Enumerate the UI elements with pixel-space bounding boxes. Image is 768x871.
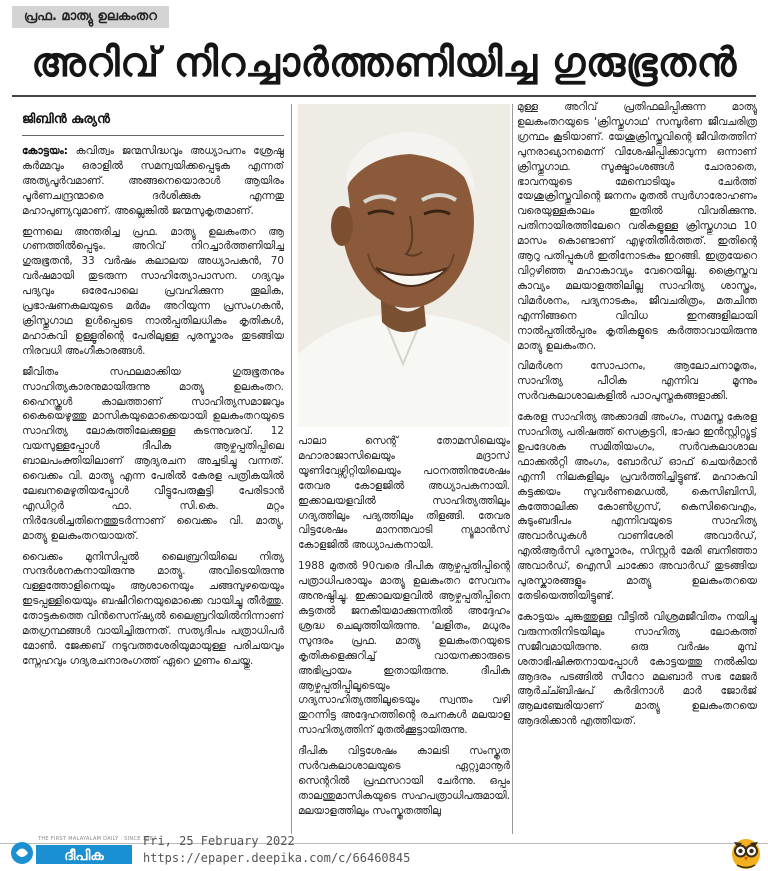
- logo-tagline: THE FIRST MALAYALAM DAILY · SINCE 1887: [38, 836, 157, 842]
- paragraph: [22, 144, 284, 219]
- dateline: കോട്ടയം:: [22, 145, 68, 157]
- byline-divider: [22, 135, 284, 136]
- paragraph: വൈക്കം മുനിസിപ്പൽ ലൈബ്രറിയിലെ നിത്യ സന്ദർശനകനായിരുന്നു മാത്യു. അവിടെയിരുന്നു വള്ളത്തോളിനെയും ആശാനെയും ചങ്ങമ്പുഴയെയും ഇടപ്പള്ളിയെയും ബഷീറിനെയുമൊക്കെ വായിച്ചു തീർത്തു. തോട്ടകത്തെ വിൻസെന്ഷ്യൽ ലൈബ്രറിയിൽനിന്നാണ് മതഗ്രന്ഥങ്ങൾ വായിച്ചിരുന്നത്. സത്യദീപം പത്രാധിപർ മോൺ. ജേക്കബ് നടുവത്തശേരിയുമായുള്ള പരിചയവും സ്നേഹവും ഗദ്യരചനാരംഗത്ത് ഏറെ ഗുണം ചെയ്തു.: [22, 550, 284, 667]
- article-byline: ജിബിൻ കുര്യൻ: [22, 112, 110, 127]
- owl-icon[interactable]: [728, 832, 764, 870]
- article-column-2: [298, 434, 510, 839]
- header-divider: [12, 95, 756, 97]
- edition-url[interactable]: https://epaper.deepika.com/c/66460845: [143, 851, 411, 865]
- article-headline: അറിവ് നിറച്ചാർത്തണിയിച്ച ഗുരുഭൂതൻ: [31, 40, 737, 86]
- paragraph: കേരള സാഹിത്യ അക്കാദമി അംഗം, സമസ്ത കേരള സാഹിത്യ പരിഷത്ത് സെക്രട്ടറി, ഭാഷാ ഇൻസ്റ്റിറ്റ്യൂട്ട് ഉപദേശക സമിതിയംഗം, സർവകലാശാല ഫാക്കൽറ്റി അംഗം, ബോർഡ് ഓഫ് ചെയർമാൻ എന്നീ നിലകളിലും പ്രവർത്തിച്ചിട്ടുണ്ട്. മഹാകവി കട്ടക്കയം സുവർണമെഡൽ, കെസിബിസി, കത്തോലിക്ക കോൺഗ്രസ്, കെസിവൈഎം, കുടുംബദീപം എന്നിവയുടെ സാഹിത്യ അവാർഡുകൾ വാണിശേരി അവാർഡ്, എൽആർസി പുരസ്കാരം, സിസ്റ്റർ മേരി ബനീഞ്ഞാ അവാർഡ്, ഐസി ചാക്കോ അവാർഡ് തുടങ്ങിയ പുരസ്കാരങ്ങളും മാത്യു ഉലകംതറയെ തേടിയെത്തിയിട്ടുണ്ട്.: [517, 411, 757, 602]
- paragraph: ദീപിക വിട്ടശേഷം കാലടി സംസ്കൃത സർവകലാശാലയുടെ ഏറ്റുമാനൂർ സെന്ററിൽ പ്രഫസറായി ചേർന്നു. ഒപ്പം താലന്തുമാസികയുടെ സഹപത്രാധിപരുമായി. മലയാളത്തിലും സംസ്കൃതത്തിലു: [298, 745, 510, 817]
- logo-text: ദീപിക: [64, 848, 104, 864]
- column-divider: [512, 104, 513, 834]
- article-kicker: പ്രഫ. മാത്യു ഉലകംതറ: [12, 6, 169, 28]
- paragraph-text: കവിത്വം ജന്മസിദ്ധവും അധ്യാപനം ശ്രേഷ്ഠ കർമ്മവും ഒരാളിൽ സമന്വയിക്കപ്പെടുക എന്നത് അത്യപൂർവമാണ്. അങ്ങനെയൊരാൾ ആയിരം പൂർണചന്ദ്രന്മാരെ ദർശിക്കുക എന്നതു മഹാപുണ്യവുമാണ്. അല്ലെങ്കിൽ ജന്മസുകൃതമാണ്.: [22, 145, 284, 217]
- column-divider: [291, 104, 292, 834]
- paragraph: കോട്ടയം ചുങ്കത്തുള്ള വീട്ടിൽ വിശ്രമജീവിതം നയിച്ചു വരുന്നതിനിടയിലും സാഹിത്യ ലോകത്ത് സജീവമായിരുന്നു. ഒരു വർഷം മുമ്പ് ശതാഭിഷിക്തനായപ്പോൾ കോട്ടയത്തു നൽകിയ ആദരം പടങ്ങിൽ സീറോ മലബാർ സഭ മേജർ ആർച്ച്ബിഷപ് കർദിനാൾ മാർ ജോർജ് ആലഞ്ചേരിയാണ് മാത്യു ഉലകംതറയെ ആദരിക്കാൻ എത്തിയത്.: [517, 610, 757, 728]
- paragraph: 1988 മുതൽ 90വരെ ദീപിക ആഴ്ചപ്പതിപ്പിന്റെ പത്രാധിപരായും മാത്യു ഉലകംതറ സേവനം അനുഷ്ഠിച്ചു. ഇക്കാലയളവിൽ ആഴ്ചപ്പതിപ്പിനെ കുട്ടതൽ ജനകീയമാക്കുന്നതിൽ അദ്ദേഹം ശ്രദ്ധ ചെലുത്തിയിരുന്നു. 'ലളിതം, മധുരം സുന്ദരം പ്രഫ. മാത്യു ഉലകംതറയുടെ കൃതികളെക്കുറിച്ച് വായനക്കാരുടെ അഭിപ്രായം ഇതായിരുന്നു. ദീപിക ആഴ്ചപ്പതിപ്പിലൂടെയും ഗദ്യസാഹിത്യത്തിലൂടെയും സ്വന്തം വഴി തുറന്നിട്ട അദ്ദേഹത്തിന്റെ രചനകൾ മലയാള സാഹിത്യത്തിന് മുതൽക്കൂട്ടായിരുന്നു.: [298, 560, 510, 737]
- article-column-3: [517, 100, 757, 839]
- paragraph: മുള്ള അറിവ് പ്രതിഫലിപ്പിക്കുന്ന മാത്യു ഉലകംതറയുടെ 'ക്രിസ്തുഗാഥ' സമ്പൂർണ ജീവചരിത്ര ഗ്രന്ഥം കൂടിയാണ്. യേശുക്രിസ്തുവിന്റെ ജീവിതത്തിന് പുനരാഖ്യാനമെന്ന് വിശേഷിപ്പിക്കാവുന്ന ഒന്നാണ് ക്രിസ്തുഗാഥ. സൂക്ഷ്മാംശങ്ങൾ ചോരാതെ, ഭാവനയുടെ മേമ്പൊടിയും ചേർത്ത് യേശുക്രിസ്തുവിന്റെ ജനനം മുതൽ സ്വർഗാരോഹണം വരെയുള്ളകാലം ഇതിൽ വിവരിക്കുന്നു. പതിനായിരത്തിലേറെ വരികളുള്ള ക്രിസ്തുഗാഥ 10 മാസം കൊണ്ടാണ് എഴുതിതീർത്തത്. ഇതിന്റെ ആറു പതിപ്പുകൾ ഇതിനോടകം ഇറങ്ങി. ഇത്രയേറെ വിറ്റഴിഞ്ഞ മഹാകാവ്യം വേറെയില്ല. ക്രൈസ്തവ കാവ്യം മലയാളത്തിലില്ല സാഹിത്യ ശാസ്ത്രം, വിമർശനം, പദ്യനാടകം, ജീവചരിത്രം, മതചിന്ത എന്നിങ്ങനെ വിവിധ ഇനങ്ങളിലായി നാൽപ്പതിൽപ്പരം കൃതികളുടെ കർത്താവായിരുന്നു മാത്യു ഉലകംതറ.: [517, 101, 757, 352]
- paragraph: ജീവിതം സഫലമാക്കിയ ഗുരുഭൂതനും സാഹിത്യകാരനുമായിരുന്നു മാത്യു ഉലകംതറ. ഹൈസ്കൂൾ കാലത്താണ് സാഹിത്യസമാജവും കൈയെഴുത്തു മാസികയുമൊക്കെയായി ഉലകംതറയുടെ സാഹിത്യ ലോകത്തിലേക്കുള്ള കടന്നുവരവ്. 12 വയസുള്ളപ്പോൾ ദീപിക ആഴ്ചപ്പതിപ്പിലെ ബാലപംക്തിയിലാണ് ആദ്യരചന അച്ചടിച്ചു വന്നത്. വൈക്കം വി. മാത്യു എന്ന പേരിൽ കേരള പത്രികയിൽ ലേഖനമെഴുതിയപ്പോൾ വീട്ടുപേരുകൂട്ടി പേരിടാൻ എഡിറ്റർ ഫാ. സി.കെ. മറ്റം നിർദേശിച്ചതിനെത്തുടർന്നാണ് വൈക്കം വി. മാത്യു, മാത്യു ഉലകംതറയായത്.: [22, 365, 284, 542]
- article-column-1: [22, 144, 284, 839]
- paragraph: പാലാ സെന്റ് തോമസിലെയും മഹാരാജാസിലെയും മദ്രാസ് യൂണിവേഴ്സിറ്റിയിലെയും പഠനത്തിനുശേഷം തേവര കോളജിൽ അധ്യാപകനായി. ഇക്കാലയളവിൽ സാഹിത്യത്തിലും ഗദ്യത്തിലും പദ്യത്തിലും തിളങ്ങി. തേവര വിട്ടശേഷം മാനന്തവാടി ന്യൂമാൻസ് കോളജിൽ അധ്യാപകനായി.: [298, 435, 510, 552]
- paragraph: വിമർശന സോപാനം, ആലോചനാമൃതം, സാഹിത്യ പീഠിക എന്നിവ മൂന്നും സർവകലാശാലകളിൽ പാഠപുസ്തകങ്ങളാക്കി.: [517, 360, 757, 403]
- edition-date: Fri, 25 February 2022: [143, 834, 295, 848]
- portrait-photo: [298, 104, 510, 427]
- paragraph: ഇന്നലെ അന്തരിച്ച പ്രഫ. മാത്യു ഉലകംതറ ആ ഗണത്തിൽപ്പെടും. അറിവ് നിറച്ചാർത്തണിയിച്ച ഗുരുഭൂതൻ, 33 വർഷം കലാലയ അധ്യാപകൻ, 70 വർഷമായി തുടരുന്ന സാഹിത്യോപാസന. ഗദ്യവും പദ്യവും ഒരേപോലെ പ്രവഹിക്കുന്ന തൂലിക, പ്രഭാഷണകലയുടെ മർമം അറിയുന്ന പ്രസംഗകൻ, ക്രിസ്തുഗാഥ ഉൾപ്പെടെ നാൽപ്പതിലധികം കൃതികൾ, മഹാകവി ഉള്ളൂരിന്റെ പേരിലുള്ള പുരസ്കാരം തുടങ്ങിയ നിരവധി അംഗീകാരങ്ങൾ.: [22, 225, 284, 357]
- portrait-illustration: [298, 104, 510, 427]
